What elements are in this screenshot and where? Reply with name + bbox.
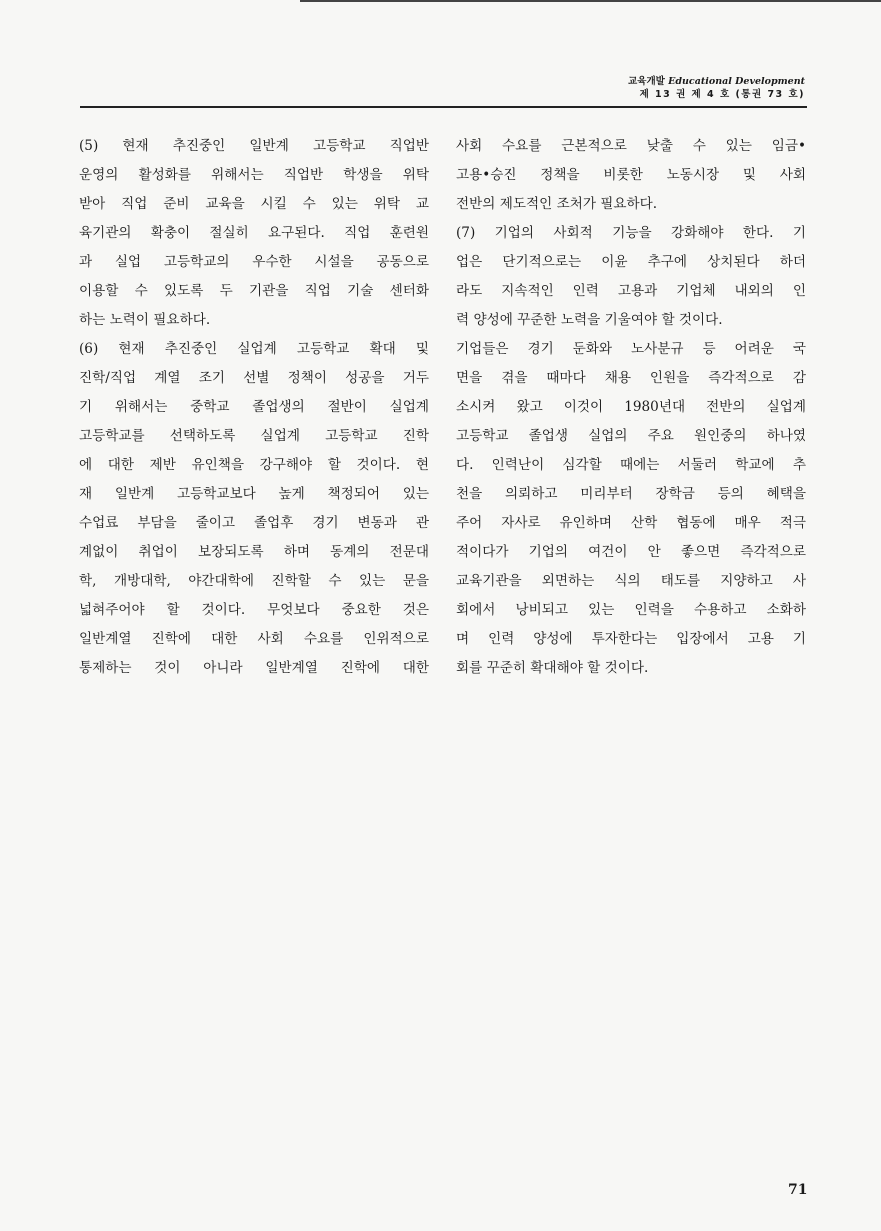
text-line: 하는 노력이 필요하다. [79, 312, 211, 328]
text-line: 사회 수요를 근본적으로 낮출 수 있는 임금• [456, 138, 806, 154]
text-line: (6) 현재 추진중인 실업계 고등학교 확대 및 [79, 341, 429, 357]
top-border-rule [300, 0, 881, 2]
page-number: 71 [788, 1182, 808, 1198]
text-line: 받아 직업 준비 교육을 시킬 수 있는 위탁 교 [79, 196, 429, 212]
text-line: 천을 의뢰하고 미리부터 장학금 등의 혜택을 [456, 486, 806, 502]
text-line: (7) 기업의 사회적 기능을 강화해야 한다. 기 [456, 225, 806, 241]
text-line: 통제하는 것이 아니라 일반계열 진학에 대한 [79, 660, 429, 676]
text-line: 회를 꾸준히 확대해야 할 것이다. [456, 660, 649, 676]
text-line: 회에서 낭비되고 있는 인력을 수용하고 소화하 [456, 602, 806, 618]
text-line: 고용•승진 정책을 비롯한 노동시장 및 사회 [456, 167, 806, 183]
text-line: 에 대한 제반 유인책을 강구해야 할 것이다. 현 [79, 457, 429, 473]
text-line: 육기관의 확충이 절실히 요구된다. 직업 훈련원 [79, 225, 429, 241]
journal-title-english: Educational Development [668, 76, 805, 87]
text-line: 며 인력 양성에 투자한다는 입장에서 고용 기 [456, 631, 806, 647]
text-line: 력 양성에 꾸준한 노력을 기울여야 할 것이다. [456, 312, 723, 328]
header-rule [80, 106, 807, 108]
text-line: 업은 단기적으로는 이윤 추구에 상치된다 하더 [456, 254, 806, 270]
text-line: 라도 지속적인 인력 고용과 기업체 내외의 인 [456, 283, 806, 299]
text-line: 학, 개방대학, 야간대학에 진학할 수 있는 문을 [79, 573, 429, 589]
text-line: 주어 자사로 유인하며 산학 협동에 매우 적극 [456, 515, 806, 531]
text-line: 과 실업 고등학교의 우수한 시설을 공동으로 [79, 254, 429, 270]
right-text-column [456, 132, 806, 683]
text-line: 운영의 활성화를 위해서는 직업반 학생을 위탁 [79, 167, 429, 183]
text-line: 이용할 수 있도록 두 기관을 직업 기술 센터화 [79, 283, 429, 299]
text-line: 계없이 취업이 보장되도록 하며 동계의 전문대 [79, 544, 429, 560]
text-line: 넓혀주어야 할 것이다. 무엇보다 중요한 것은 [79, 602, 429, 618]
text-line: 다. 인력난이 심각할 때에는 서둘러 학교에 추 [456, 457, 806, 473]
text-line: 기업들은 경기 둔화와 노사분규 등 어려운 국 [456, 341, 806, 357]
text-line: 진학/직업 계열 조기 선별 정책이 성공을 거두 [79, 370, 429, 386]
journal-title-korean: 교육개발 [628, 76, 665, 87]
text-line: 소시켜 왔고 이것이 1980년대 전반의 실업계 [456, 399, 806, 415]
text-line: (5) 현재 추진중인 일반계 고등학교 직업반 [79, 138, 429, 154]
text-line: 재 일반계 고등학교보다 높게 책정되어 있는 [79, 486, 429, 502]
running-header [628, 75, 805, 101]
text-line: 고등학교를 선택하도록 실업계 고등학교 진학 [79, 428, 429, 444]
journal-title [628, 75, 805, 88]
text-line: 기 위해서는 중학교 졸업생의 절반이 실업계 [79, 399, 429, 415]
text-line: 고등학교 졸업생 실업의 주요 원인중의 하나였 [456, 428, 806, 444]
text-line: 전반의 제도적인 조처가 필요하다. [456, 196, 658, 212]
text-line: 교육기관을 외면하는 식의 태도를 지양하고 사 [456, 573, 806, 589]
text-line: 수업료 부담을 줄이고 졸업후 경기 변동과 관 [79, 515, 429, 531]
text-line: 면을 겪을 때마다 채용 인원을 즉각적으로 감 [456, 370, 806, 386]
text-line: 적이다가 기업의 여건이 안 좋으면 즉각적으로 [456, 544, 806, 560]
text-line: 일반계열 진학에 대한 사회 수요를 인위적으로 [79, 631, 429, 647]
left-text-column [79, 132, 429, 683]
issue-info: 제 13 권 제 4 호 (통권 73 호) [639, 89, 805, 100]
